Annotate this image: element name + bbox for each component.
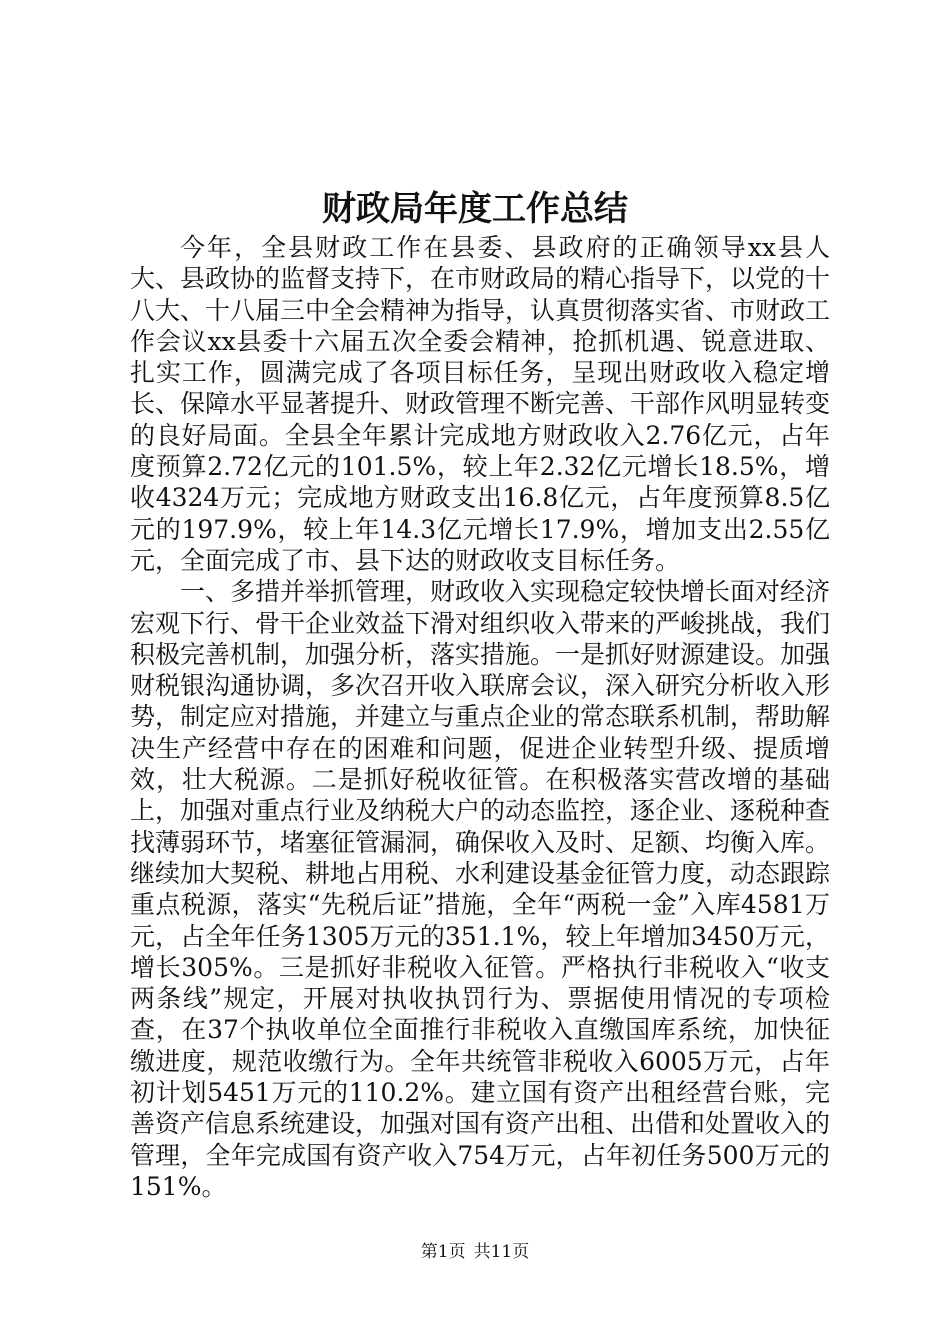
paragraph-intro: 今年，全县财政工作在县委、县政府的正确领导xx县人大、县政协的监督支持下，在市财政局的精心指导下，以党的十八大、十八届三中全会精神为指导，认真贯彻落实省、市财政工作会议xx县委十六届五次全委会精神，抢抓机遇、锐意进取、扎实工作，圆满完成了各项目标任务，呈现出财政收入稳定增长、保障水平显著提升、财政管理不断完善、干部作风明显转变的良好局面。全县全年累计完成地方财政收入2.76亿元，占年度预算2.72亿元的101.5%，较上年2.32亿元增长18.5%，增收4324万元；完成地方财政支出16.8亿元，占年度预算8.5亿元的197.9%，较上年14.3亿元增长17.9%，增加支出2.55亿元，全面完成了市、县下达的财政收支目标任务。: [130, 233, 831, 575]
paragraph-section-1: 一、多措并举抓管理，财政收入实现稳定较快增长面对经济宏观下行、骨干企业效益下滑对组织收入带来的严峻挑战，我们积极完善机制，加强分析，落实措施。一是抓好财源建设。加强财税银沟通协调，多次召开收入联席会议，深入研究分析收入形势，制定应对措施，并建立与重点企业的常态联系机制，帮助解决生产经营中存在的困难和问题，促进企业转型升级、提质增效，壮大税源。二是抓好税收征管。在积极落实营改增的基础上，加强对重点行业及纳税大户的动态监控，逐企业、逐税种查找薄弱环节，堵塞征管漏洞，确保收入及时、足额、均衡入库。继续加大契税、耕地占用税、水利建设基金征管力度，动态跟踪重点税源，落实“先税后证”措施，全年“两税一金”入库4581万元，占全年任务1305万元的351.1%，较上年增加3450万元，增长305%。三是抓好非税收入征管。严格执行非税收入“收支两条线”规定，开展对执收执罚行为、票据使用情况的专项检查，在37个执收单位全面推行非税收入直缴国库系统，加快征缴进度，规范收缴行为。全年共统管非税收入6005万元，占年初计划5451万元的110.2%。建立国有资产出租经营台账，完善资产信息系统建设，加强对国有资产出租、出借和处置收入的管理，全年完成国有资产收入754万元，占年初任务500万元的151%。: [130, 577, 831, 1201]
page-total: 共11页: [473, 1242, 530, 1262]
page-title: 财政局年度工作总结: [322, 189, 628, 229]
document-body: [130, 232, 830, 1202]
page-number: 第1页: [420, 1242, 466, 1262]
page-footer: [0, 1240, 950, 1264]
